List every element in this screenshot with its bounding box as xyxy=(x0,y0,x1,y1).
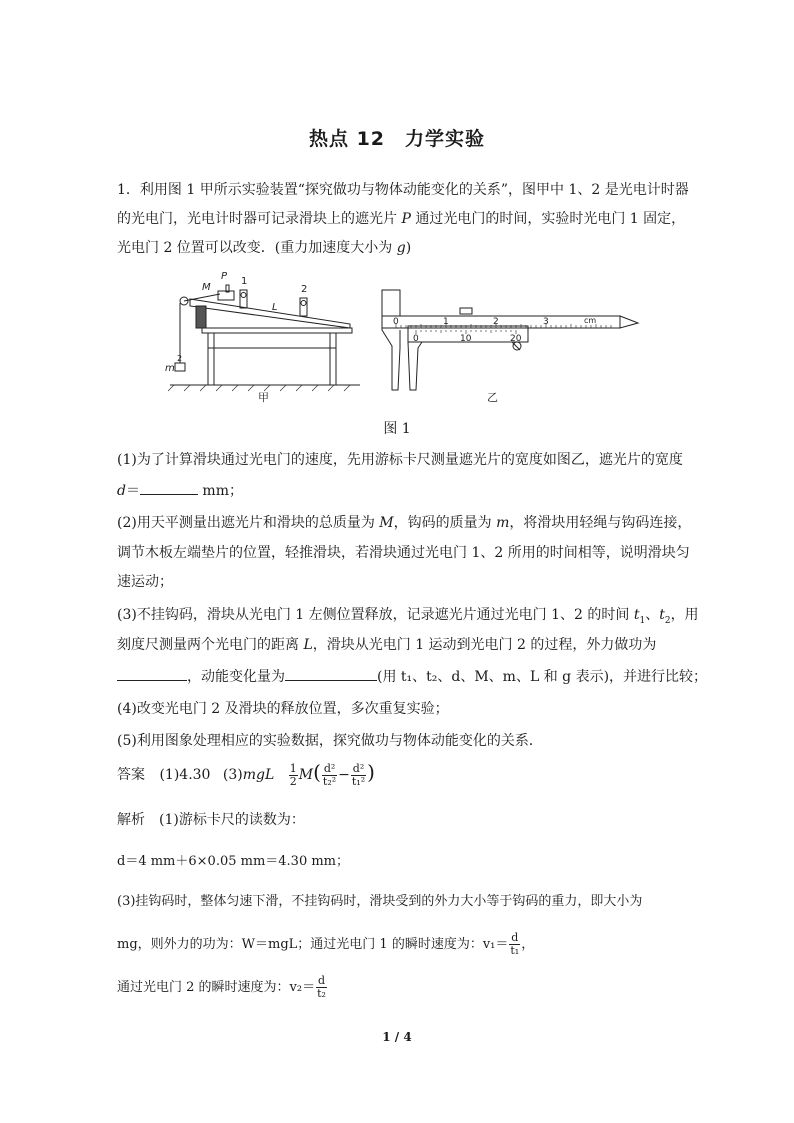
analysis-label: 解析 xyxy=(117,812,145,828)
page-number: 1 / 4 xyxy=(382,1030,412,1044)
question-part-4: (4)改变光电门 2 及滑块的释放位置，多次重复实验； xyxy=(117,701,449,717)
answer-blank-kinetic-energy[interactable] xyxy=(285,666,377,681)
answer-fraction-2: $\frac{\text{d²}}{\text{t₂²}}$ xyxy=(322,761,337,788)
gate-1-label: 1 xyxy=(241,276,248,287)
main-scale-1-label: 1 xyxy=(443,317,449,327)
analysis-line-3: (3)挂钩码时，整体匀速下滑，不挂钩码时，滑块受到的外力大小等于钩码的重力，即大小为 xyxy=(117,894,643,909)
apparatus-diagram xyxy=(168,285,360,391)
figure-caption: 图 1 xyxy=(383,421,411,437)
main-scale-2-label: 2 xyxy=(493,317,499,327)
main-scale-3-label: 3 xyxy=(543,317,549,327)
answer-blank-work[interactable] xyxy=(117,666,187,681)
velocity-1-fraction: $\frac{d}{\text{t₁}}$ xyxy=(510,931,520,957)
mass-M-label: M xyxy=(202,282,211,293)
cm-unit-label: cm xyxy=(584,316,597,325)
hook-mass-m-label: m xyxy=(165,363,175,374)
velocity-2-fraction: $\frac{d}{\text{t₂}}$ xyxy=(317,974,326,1000)
question-intro-line-2: 的光电门，光电计时器可记录滑块上的遮光片 P 通过光电门的时间，实验时光电门 1 固定， xyxy=(117,211,686,227)
analysis-line-2: d＝4 mm＋6×0.05 mm＝4.30 mm； xyxy=(117,854,350,869)
question-intro-line-1: 1．利用图 1 甲所示实验装置“探究做功与物体动能变化的关系”，图甲中 1、2 是光电计时器 xyxy=(117,182,689,198)
question-intro-line-3: 光电门 2 位置可以改变．(重力加速度大小为 g) xyxy=(117,240,412,256)
figure-right-label: 乙 xyxy=(487,391,498,404)
answer-work: mgL xyxy=(242,767,275,783)
vernier-10-label: 10 xyxy=(460,334,472,344)
experiment-figure xyxy=(160,268,640,408)
answer-fraction-1: $\frac{\text{d²}}{\text{t₁²}}$ xyxy=(351,761,366,788)
figure-left-label: 甲 xyxy=(258,391,269,404)
answer-blank-d[interactable] xyxy=(140,480,198,495)
analysis-line-1: 解析 (1)游标卡尺的读数为： xyxy=(117,812,305,828)
question-part-2-line-2: 调节木板左端垫片的位置，轻推滑块，若滑块通过光电门 1、2 所用的时间相等，说明滑块匀 xyxy=(117,545,690,561)
vernier-0-label: 0 xyxy=(413,334,419,344)
question-part-2-line-1: (2)用天平测量出遮光片和滑块的总质量为 M，钩码的质量为 m，将滑块用轻绳与钩码连接， xyxy=(117,515,692,531)
question-part-3-line-2: 刻度尺测量两个光电门的距离 L，滑块从光电门 1 运动到光电门 2 的过程，外力做功为 xyxy=(117,637,657,653)
shading-P-label: P xyxy=(221,271,228,282)
hook-mass-2-label: 2 xyxy=(177,354,183,363)
analysis-line-4: mg，则外力的功为：W＝mgL；通过光电门 1 的瞬时速度为：v₁＝ $\frac{d}{\text{t₁}}$ ， xyxy=(117,931,535,957)
question-part-5: (5)利用图象处理相应的实验数据，探究做功与物体动能变化的关系． xyxy=(117,733,543,749)
main-scale-0-label: 0 xyxy=(393,317,399,327)
question-part-1-line-1: (1)为了计算滑块通过光电门的速度，先用游标卡尺测量遮光片的宽度如图乙，遮光片的宽度 xyxy=(117,452,683,468)
page-title: 热点 12 力学实验 xyxy=(308,128,486,150)
gate-2-label: 2 xyxy=(301,284,308,295)
answer-line: 答案 (1)4.30 (3)mgL $\frac{1}{2}$ M( $\frac{\text{d²}}{\text{t₂²}}$ − $\frac{\text{d²}}{\text{t₁²}}$ ) xyxy=(117,760,375,788)
question-part-3-line-3: ，动能变化量为 (用 t₁、t₂、d、M、m、L 和 g 表示)，并进行比较； xyxy=(117,666,707,687)
answer-part-1: (1)4.30 xyxy=(159,767,211,783)
distance-L-label: L xyxy=(272,302,278,313)
question-part-1-line-2: d＝ mm； xyxy=(117,480,243,501)
question-part-3-line-1: (3)不挂钩码，滑块从光电门 1 左侧位置释放，记录遮光片通过光电门 1、2 的时间 $t_1$、$t_2$，用 xyxy=(117,607,699,626)
answer-half-fraction: $\frac{1}{2}$ xyxy=(289,761,297,788)
analysis-line-5: 通过光电门 2 的瞬时速度为：v₂＝ $\frac{d}{\text{t₂}}$ xyxy=(117,974,326,1000)
answer-label: 答案 xyxy=(117,767,145,783)
vernier-20-label: 20 xyxy=(510,334,522,344)
question-part-2-line-3: 速运动； xyxy=(117,574,173,590)
